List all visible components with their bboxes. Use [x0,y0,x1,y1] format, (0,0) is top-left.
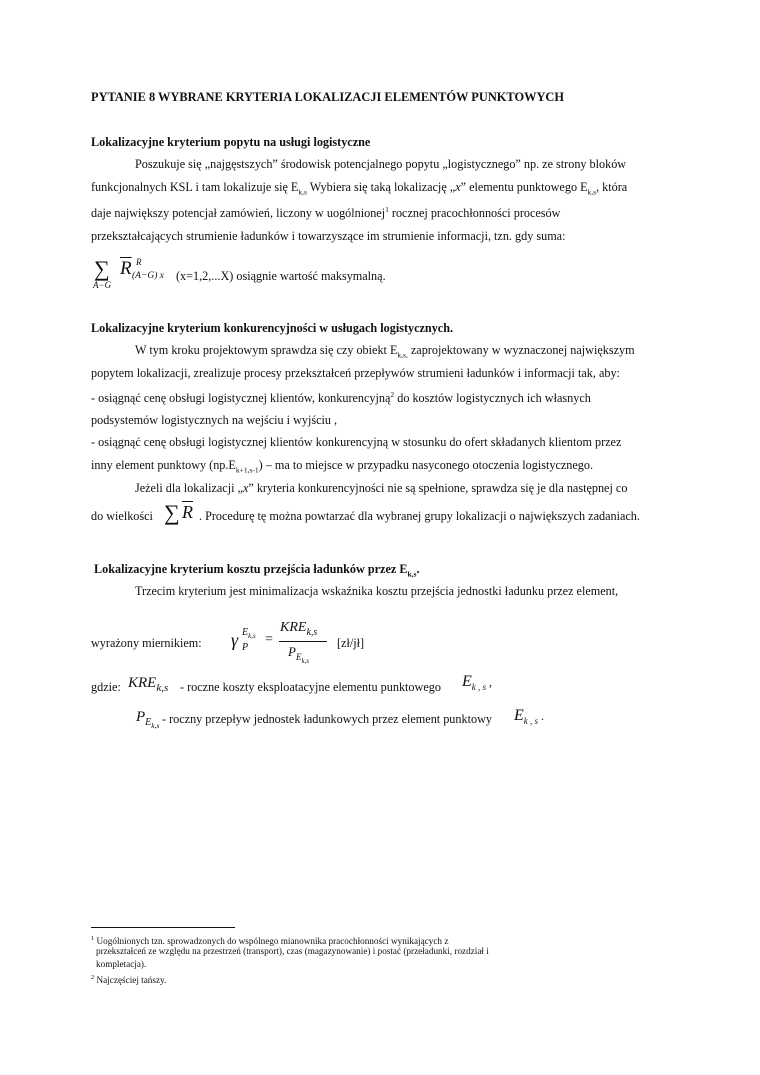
section2-line3: - osiągnąć cenę obsługi logistycznej klientów, konkurencyjną$^2$ do kosztów logistycznych ich własnych [91,390,591,406]
footnote-separator [91,927,235,928]
section1-line4: przekształcających strumienie ładunków i towarzyszące im strumienie informacji, tzn. gdy suma: [91,229,566,243]
equals-sign: = [265,632,273,647]
section2-line1: W tym kroku projektowym sprawdza się czy obiekt $E_{k,s,}$ zaprojektowany w wyznaczonej największym [135,343,635,360]
kre-description: - roczne koszty eksploatacyjne elementu punktowego [180,680,441,694]
gamma-subscript: P [242,642,249,653]
section1-line3: daje największy potencjał zamówień, liczony w uogólnionej$^1$ rocznej pracochłonności procesów [91,205,561,221]
section2-line8-start: do wielkości [91,509,153,523]
r-superscript: R [136,257,142,267]
gamma-symbol: γ [231,630,239,650]
fraction-denominator: $P_{E_{k,s}}$ [288,644,310,665]
section1-heading: Lokalizacyjne kryterium popytu na usługi logistyczne [91,135,371,149]
section2-line8-end: . Procedurę tę można powtarzać dla wybranej grupy lokalizacji o największych zadaniach. [199,509,640,523]
section2-line6: inny element punktowy $(np.E_{k+1,s-1})$ – ma to miejsce w przypadku nasyconego otoczenia logistycznego. [91,458,594,475]
formula-condition: (x=1,2,...X) osiągnie wartość maksymalną. [176,269,386,283]
r-symbol: $\overline{R}$ [120,258,132,279]
footnote-1-line1: $^1$ Uogólnionych tzn. sprowadzonych do wspólnego mianownika pracochłonności wynikających z [91,935,449,946]
sum-r-symbol: $\overline{R}$ [182,502,193,522]
page-title: PYTANIE 8 WYBRANE KRYTERIA LOKALIZACJI ELEMENTÓW PUNKTOWYCH [91,90,565,104]
where-label: gdzie: [91,680,121,694]
p-description: - roczny przepływ jednostek ładunkowych przez element punktowy [162,712,492,726]
e-element-symbol-2: $E_{k , s}$ . [514,707,545,727]
footnote-2: $^2$ Najczęściej tańszy. [91,974,167,985]
section2-line7: Jeżeli dla lokalizacji „x” kryteria konkurencyjności nie są spełnione, sprawdza się je dla następnej co [135,481,628,495]
footnote-1-line3: kompletacja). [96,959,147,969]
sum-r-sigma: ∑ [164,500,180,525]
measure-label: wyrażony miernikiem: [91,636,202,650]
section2-line4: podsystemów logistycznych na wejściu i wyjściu , [91,413,338,427]
section3-line1: Trzecim kryterium jest minimalizacja wskaźnika kosztu przejścia jednostki ładunku przez element, [135,584,619,598]
section2-line2: popytem lokalizacji, zrealizuje procesy przekształceń przepływów strumieni ładunków i informacji tak, aby: [91,366,620,380]
r-subscript: (A−G) x [132,271,164,281]
section1-line2: funkcjonalnych KSL i tam lokalizuje się $E_{k,s}$ Wybiera się taką lokalizację „x” elementu punktowego $E_{k,s}$, która [91,180,628,197]
fraction-numerator: $KRE_{k,s}$ [280,620,318,638]
section3-heading: Lokalizacyjne kryterium kosztu przejścia ładunków przez $E_{k,s}$. [94,562,420,579]
unit-label: [zł/jł] [337,636,365,650]
gamma-superscript: $E_{k,s}$ [242,627,256,640]
footnote-1-line2: przekształceń ze względu na przestrzeń (transport), czas (magazynowanie) i postać (przeładunki, rozdział i [96,946,489,956]
p-symbol: $P_{E_{k,s}}$ [136,709,160,730]
section1-line1: Poszukuje się „najgęstszych” środowisk potencjalnego popytu „logistycznego” np. ze strony bloków [135,157,627,171]
sigma-subscript: A−G [93,280,112,290]
kre-symbol: $KRE_{k,s}$ [128,675,169,694]
e-element-symbol-1: $E_{k , s}$ , [462,673,493,693]
section2-line5: - osiągnąć cenę obsługi logistycznej klientów konkurencyjną w stosunku do ofert składanych klientom przez [91,435,622,449]
section2-heading: Lokalizacyjne kryterium konkurencyjności w usługach logistycznych. [91,321,454,335]
sigma-symbol: ∑ [94,256,110,281]
fraction-bar [279,641,327,642]
